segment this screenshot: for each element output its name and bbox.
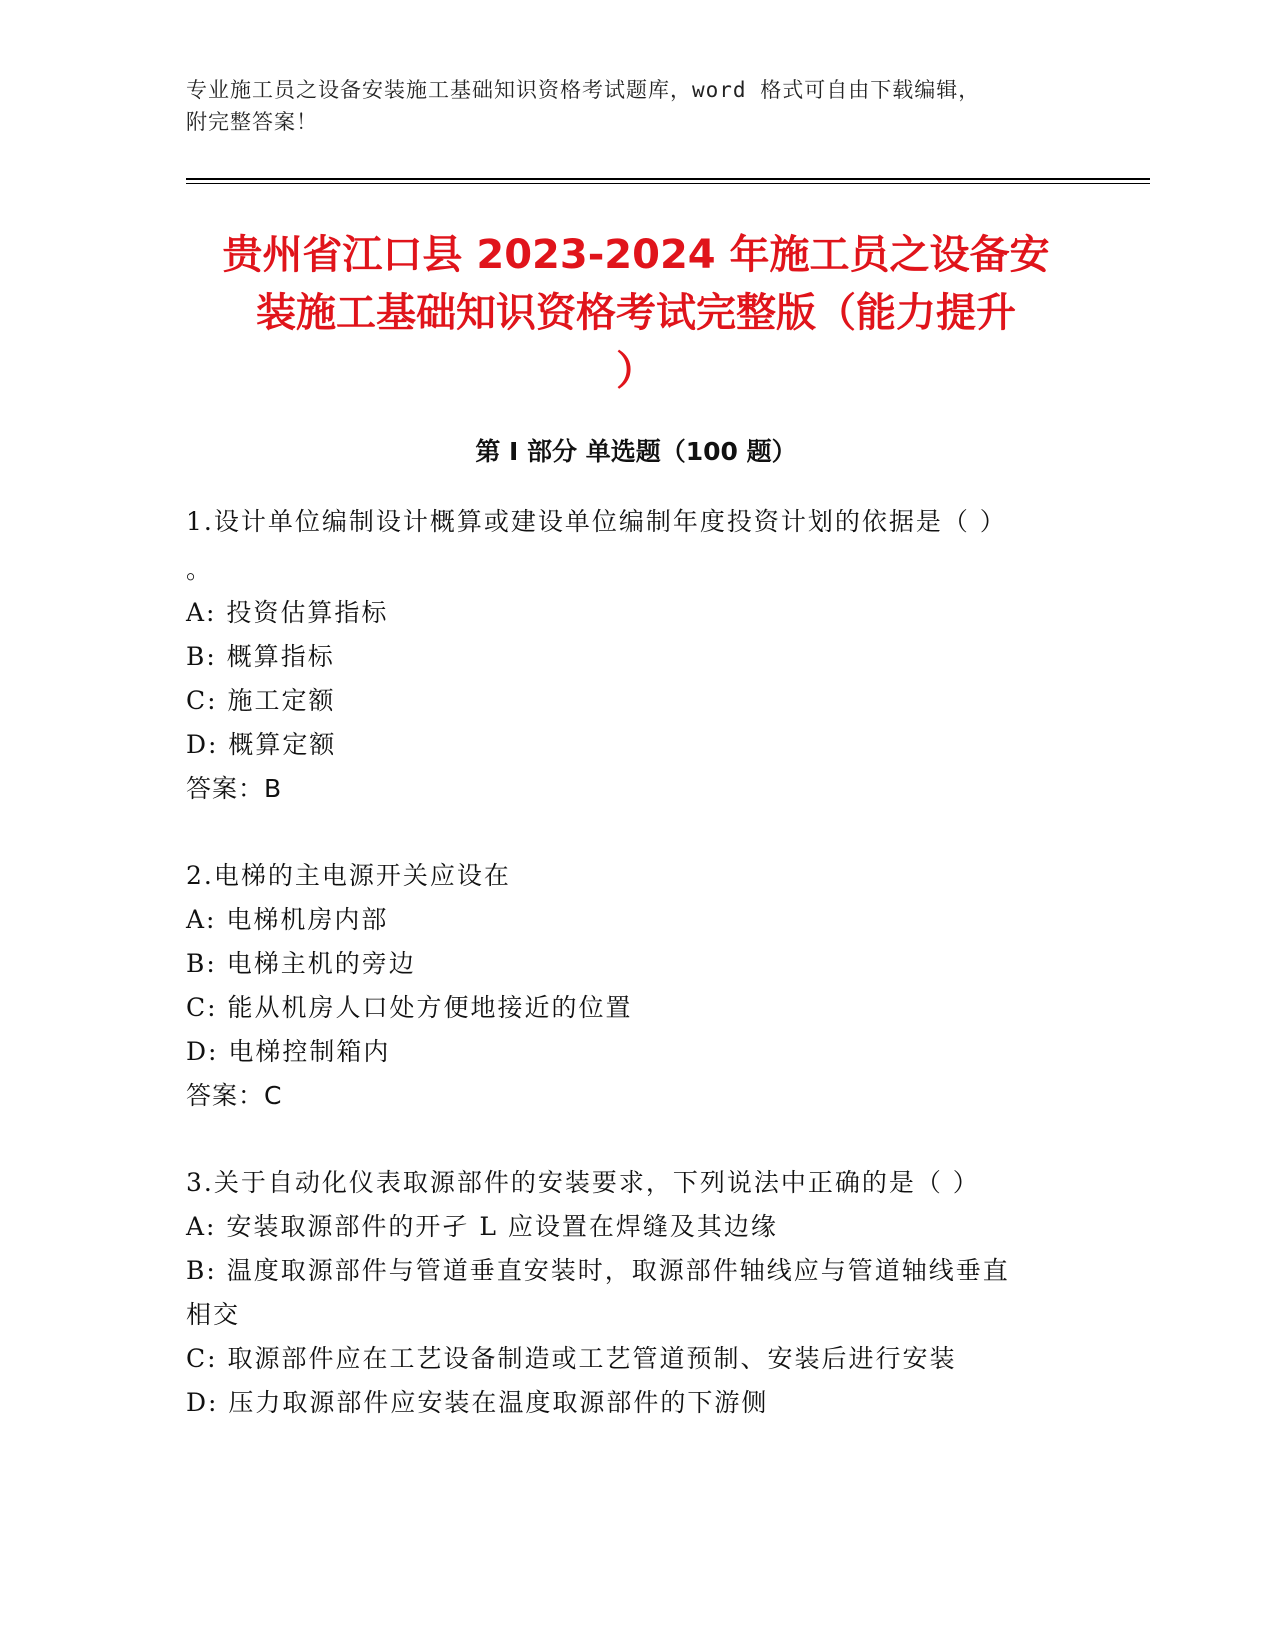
header-rule-thick [186,178,1150,180]
question-1-option-d: D: 概算定额 [186,730,337,759]
question-2-stem: 2.电梯的主电源开关应设在 [186,861,511,890]
question-3-option-a: A: 安装取源部件的开孑 L 应设置在焊缝及其边缘 [186,1212,778,1241]
question-3-option-b-cont: 相交 [186,1300,241,1329]
question-2-option-c: C: 能从机房人口处方便地接近的位置 [186,993,633,1022]
question-1-answer: 答案：B [186,774,283,803]
header-note [186,74,1066,138]
section-heading: 第 I 部分 单选题（100 题） [475,437,797,466]
question-3-option-b: B: 温度取源部件与管道垂直安装时，取源部件轴线应与管道轴线垂直 [186,1256,1010,1285]
document-title [196,226,1076,400]
question-1-option-b: B: 概算指标 [186,642,335,671]
header-note-line-1: 专业施工员之设备安装施工基础知识资格考试题库，word 格式可自由下载编辑， [186,78,981,102]
question-2-answer: 答案：C [186,1081,283,1110]
question-3-stem: 3.关于自动化仪表取源部件的安装要求，下列说法中正确的是（ ） [186,1168,980,1197]
question-1-stem-cont: 。 [186,555,214,584]
question-2-option-d: D: 电梯控制箱内 [186,1037,391,1066]
header-note-line-2: 附完整答案！ [186,110,318,134]
title-line-2: 装施工基础知识资格考试完整版（能力提升 [256,290,1016,336]
question-1-option-a: A: 投资估算指标 [186,598,389,627]
header-rule-thin [186,183,1150,184]
question-3-option-c: C: 取源部件应在工艺设备制造或工艺管道预制、安装后进行安装 [186,1344,957,1373]
question-1-stem: 1.设计单位编制设计概算或建设单位编制年度投资计划的依据是（ ） [186,507,1007,536]
title-line-1: 贵州省江口县 2023-2024 年施工员之设备安 [222,232,1050,278]
title-line-3: ） [616,348,656,394]
question-1-option-c: C: 施工定额 [186,686,336,715]
question-3-option-d: D: 压力取源部件应安装在温度取源部件的下游侧 [186,1388,769,1417]
question-2-option-b: B: 电梯主机的旁边 [186,949,416,978]
question-2-option-a: A: 电梯机房内部 [186,905,389,934]
